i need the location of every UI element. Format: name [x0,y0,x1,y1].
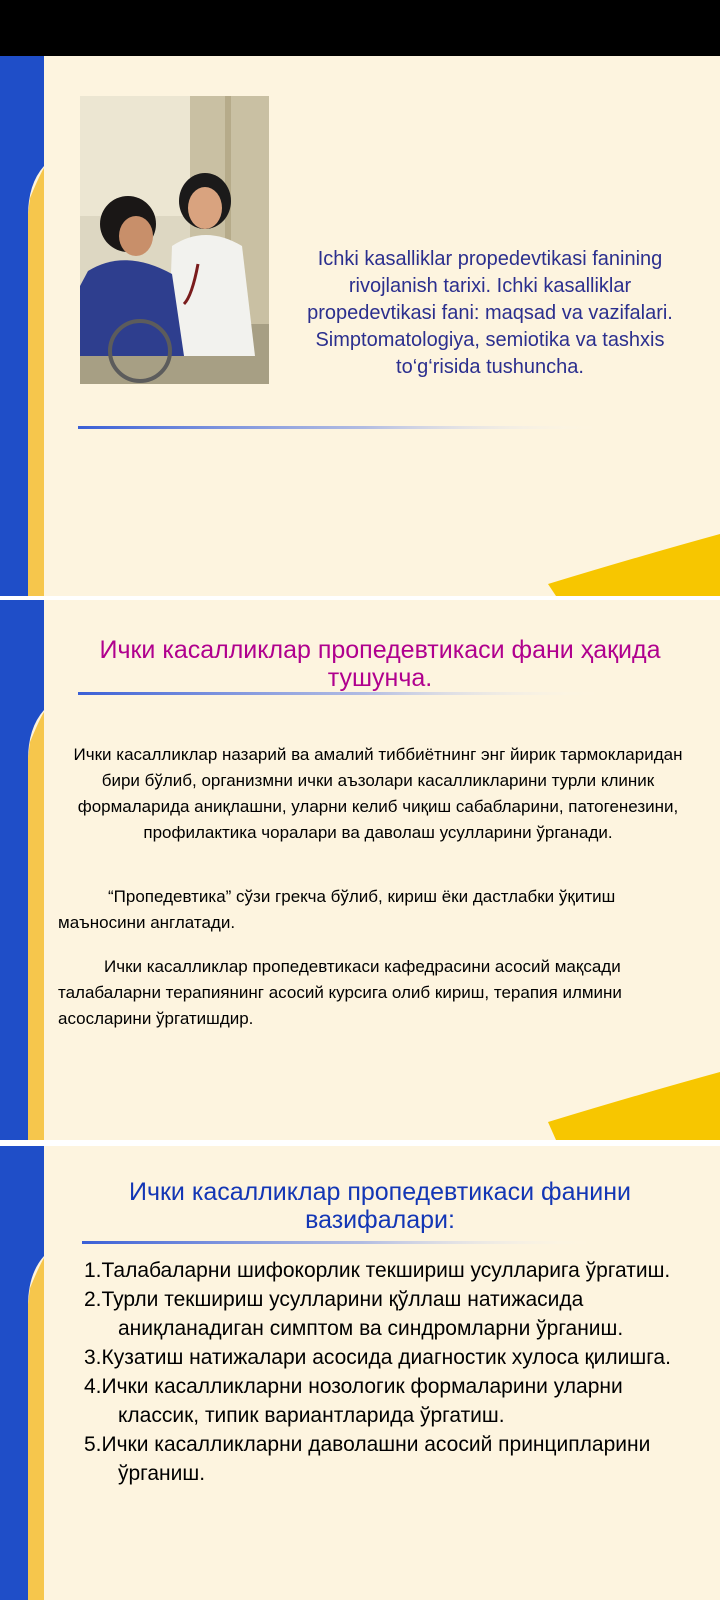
slide-3 [0,1146,720,1600]
doctor-patient-photo-icon [80,96,269,384]
tasks-list [84,1256,699,1488]
list-item: 1.Талабаларни шифокорлик текшириш усулларига ўргатиш. [84,1259,671,1282]
slide-3-title: Ички касалликлар пропедевтикаси фанини вазифалари: [128,1178,632,1234]
list-item: 4.Ички касалликларни нозологик формаларини уларни классик, типик вариантларида ўргатиш. [84,1375,623,1427]
list-item: 3.Кузатиш натижалари асосида диагностик хулоса қилишга. [84,1346,671,1369]
slide-2-title: Ички касалликлар пропедевтикаси фани ҳақида тушунча. [99,636,661,692]
slide-2 [0,600,720,1140]
slide-1 [0,56,720,596]
slide-2-paragraph-1: Ички касалликлар назарий ва амалий тиббиётнинг энг йирик тармокларидан бири бўлиб, организмни ички аъзолари касалликларини турли клиник формаларида аниқлашни, уларни келиб чиқиш сабабларини, патогенезини, профилактика чоралари ва даволаш усулларини ўрганади. [73,745,683,842]
top-black-bar [0,0,720,56]
list-item: 5.Ички касалликларни даволашни асосий принципларини ўрганиш. [84,1433,651,1485]
slide-2-paragraph-3: Ички касалликлар пропедевтикаси кафедрасини асосий мақсади талабаларни терапиянинг асосий курсига олиб кириш, терапия илмини асосларини ўргатишдир. [58,957,622,1028]
slide-2-paragraph-2: “Пропедевтика” сўзи грекча бўлиб, кириш ёки дастлабки ўқитиш маъносини англатади. [58,887,616,932]
list-item: 2.Турли текшириш усулларини қўллаш натижасида аниқланадиган симптом ва синдромларни ўрганиш. [84,1288,624,1340]
slide-1-intro-text: Ichki kasalliklar propedevtikasi fanining rivojlanish tarixi. Ichki kasalliklar propedevtikasi fani: maqsad va vazifalari. Simptomatologiya, semiotika va tashxis to‘g‘risida tushuncha. [307,248,673,378]
